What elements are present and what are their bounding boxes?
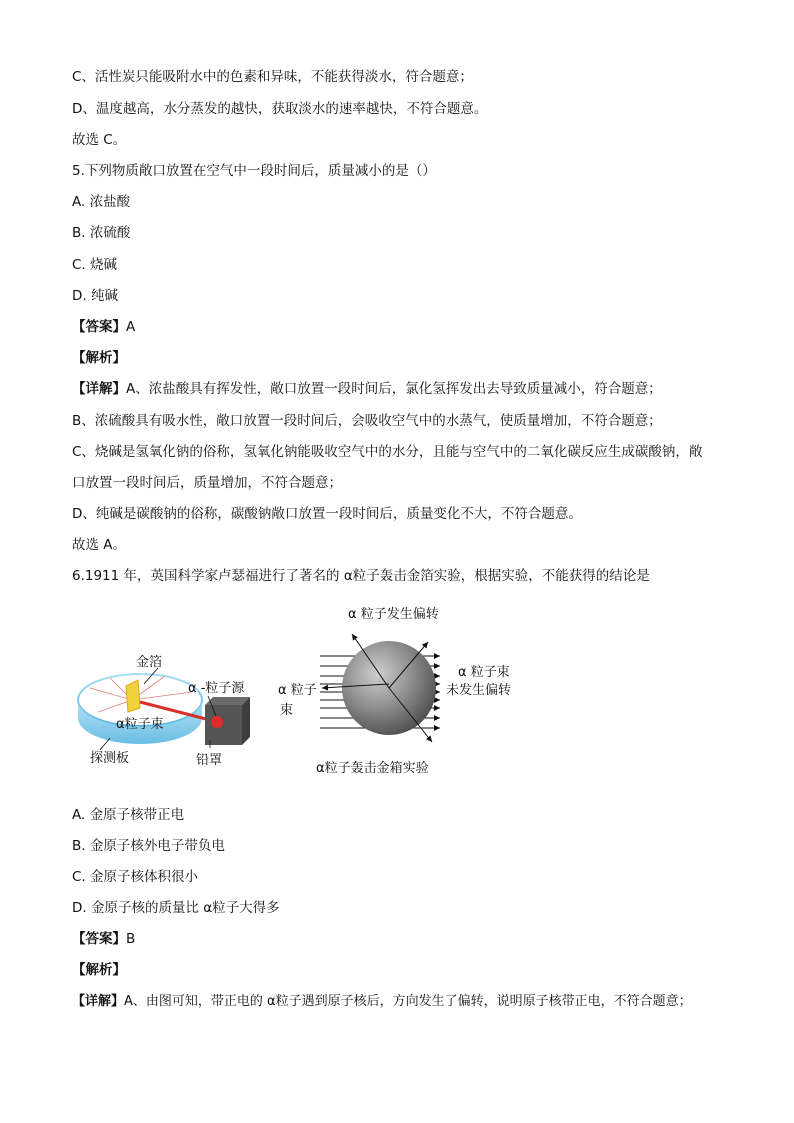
detail-tag: 【详解】 [72,381,126,397]
alpha-source-label: α -粒子源 [188,681,245,696]
q4-conclusion: 故选 C。 [72,132,127,148]
q5-option-d: D. 纯碱 [72,288,118,304]
q6-option-d: D. 金原子核的质量比 α粒子大得多 [72,900,280,916]
alpha-beam-left-label: α粒子束 [116,717,164,732]
q5-answer [72,318,135,336]
q5-detail-c-line2: 口放置一段时间后，质量增加，不符合题意； [72,475,342,491]
gold-foil-shape [126,680,140,712]
detail-text: A、由图可知，带正电的 α粒子遇到原子核后，方向发生了偏转，说明原子核带正电，不符合题意； [124,994,692,1009]
detail-tag: 【详解】 [72,994,125,1009]
q5-option-c: C. 烧碱 [72,257,118,273]
option-d-q4-explanation: D、温度越高，水分蒸发的越快，获取淡水的速率越快，不符合题意。 [72,101,488,117]
rutherford-experiment-figure [70,600,540,790]
detail-text: A、浓盐酸具有挥发性，敞口放置一段时间后，氯化氢挥发出去导致质量减小，符合题意； [126,381,662,397]
answer-value: A [126,319,136,335]
q5-detail-c-line1: C、烧碱是氢氧化钠的俗称，氢氧化钠能吸收空气中的水分，且能与空气中的二氧化碳反应生成碳酸钠，敞 [72,444,703,460]
answer-value: B [126,931,136,947]
figure-caption: α粒子轰击金箱实验 [316,761,429,776]
incoming-beam-label-line2: 束 [280,703,294,718]
q6-detail-a [72,993,692,1011]
q5-conclusion: 故选 A。 [72,537,127,553]
q6-option-a: A. 金原子核带正电 [72,807,185,823]
lead-cover-box [205,697,250,745]
answer-tag: 【答案】 [72,319,126,335]
lead-cover-label: 铅罩 [196,753,223,768]
detector-ring [78,674,202,744]
question-5: 5.下列物质敞口放置在空气中一段时间后，质量减小的是（） [72,163,436,179]
q5-detail-a [72,380,662,398]
q5-detail-b: B、浓硫酸具有吸水性，敞口放置一段时间后，会吸收空气中的水蒸气，使质量增加，不符合题意； [72,413,662,429]
q6-option-b: B. 金原子核外电子带负电 [72,838,225,854]
q6-answer [72,930,135,948]
q5-option-a: A. 浓盐酸 [72,194,131,210]
detector-label: 探测板 [90,751,130,766]
answer-tag: 【答案】 [72,931,126,947]
deflected-label: α 粒子发生偏转 [348,607,439,622]
q5-analysis-heading: 【解析】 [72,350,126,366]
q5-option-b: B. 浓硫酸 [72,225,131,241]
incoming-beam-label-line1: α 粒子 [278,683,317,698]
option-c-q4-explanation: C、活性炭只能吸附水中的色素和异味，不能获得淡水，符合题意； [72,69,473,85]
question-6: 6.1911 年，英国科学家卢瑟福进行了著名的 α粒子轰击金箔实验，根据实验，不能获得的结论是 [72,568,650,584]
gold-foil-label: 金箔 [136,655,163,670]
undeflected-label-line2: 未发生偏转 [446,683,512,698]
q6-analysis-heading: 【解析】 [72,962,126,978]
undeflected-label-line1: α 粒子束 [458,665,510,680]
q5-detail-d: D、纯碱是碳酸钠的俗称，碳酸钠敞口放置一段时间后，质量变化不大，不符合题意。 [72,506,582,522]
q6-option-c: C. 金原子核体积很小 [72,869,199,885]
